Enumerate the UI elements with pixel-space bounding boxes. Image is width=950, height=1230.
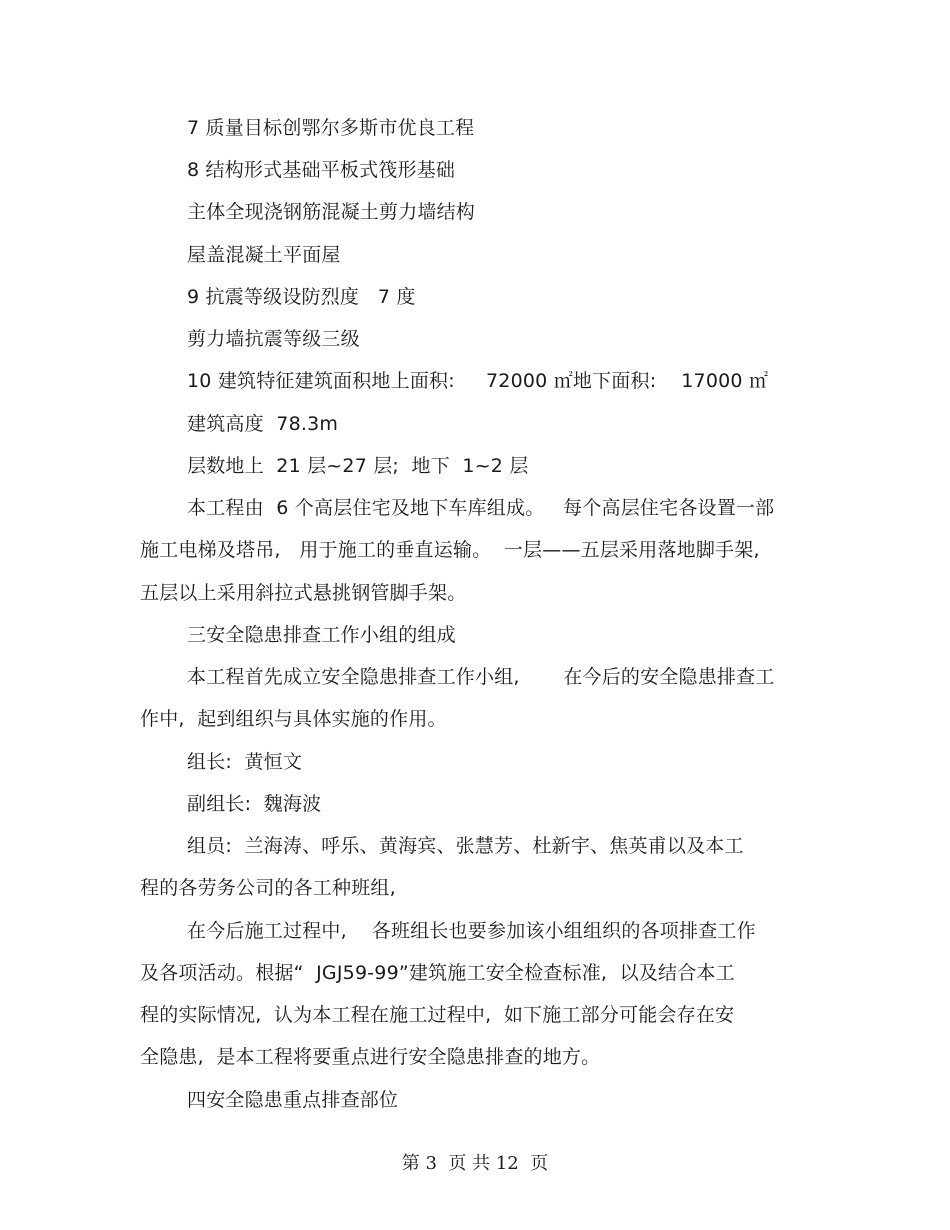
paragraph-line: 全隐患, 是本工程将要重点进行安全隐患排查的地方。	[140, 1046, 601, 1068]
text-line: 7 质量目标创鄂尔多斯市优良工程	[187, 117, 475, 139]
paragraph-line: 程的各劳务公司的各工种班组,	[140, 877, 396, 899]
text-line: 层数地上 21 层~27 层; 地下 1~2 层	[187, 455, 529, 477]
text-line: 建筑高度 78.3m	[187, 413, 339, 435]
paragraph-line: 本工程由 6 个高层住宅及地下车库组成。 每个高层住宅各设置一部	[187, 497, 775, 519]
paragraph-line: 作中, 起到组织与具体实施的作用。	[140, 708, 447, 730]
paragraph-line: 在今后施工过程中, 各班组长也要参加该小组组织的各项排查工作	[187, 920, 756, 942]
paragraph-line: 程的实际情况, 认为本工程在施工过程中, 如下施工部分可能会存在安	[140, 1004, 735, 1026]
paragraph-line: 五层以上采用斜拉式悬挑钢管脚手架。	[140, 582, 467, 604]
section-heading: 四安全隐患重点排查部位	[187, 1089, 399, 1111]
paragraph-line: 本工程首先成立安全隐患排查工作小组, 在今后的安全隐患排查工	[187, 666, 775, 688]
text-line: 屋盖混凝土平面屋	[187, 244, 341, 266]
section-heading: 三安全隐患排查工作小组的组成	[187, 624, 456, 646]
paragraph-line: 及各项活动。根据“ JGJ59-99”建筑施工安全检查标准, 以及结合本工	[140, 962, 735, 984]
paragraph-line: 施工电梯及塔吊, 用于施工的垂直运输。 一层——五层采用落地脚手架,	[140, 539, 760, 561]
text-line: 10 建筑特征建筑面积地上面积: 72000 ㎡地下面积: 17000 ㎡	[187, 370, 769, 392]
text-line: 9 抗震等级设防烈度 7 度	[187, 286, 416, 308]
paragraph-line: 组员: 兰海涛、呼乐、黄海宾、张慧芳、杜新宇、焦英甫以及本工	[187, 835, 744, 857]
text-line: 组长: 黄恒文	[187, 751, 303, 773]
text-line: 8 结构形式基础平板式筏形基础	[187, 159, 456, 181]
text-line: 主体全现浇钢筋混凝土剪力墙结构	[187, 201, 476, 223]
text-line: 副组长: 魏海波	[187, 793, 322, 815]
text-line: 剪力墙抗震等级三级	[187, 328, 360, 350]
page-footer: 第 3 页 共 12 页	[401, 1153, 549, 1174]
